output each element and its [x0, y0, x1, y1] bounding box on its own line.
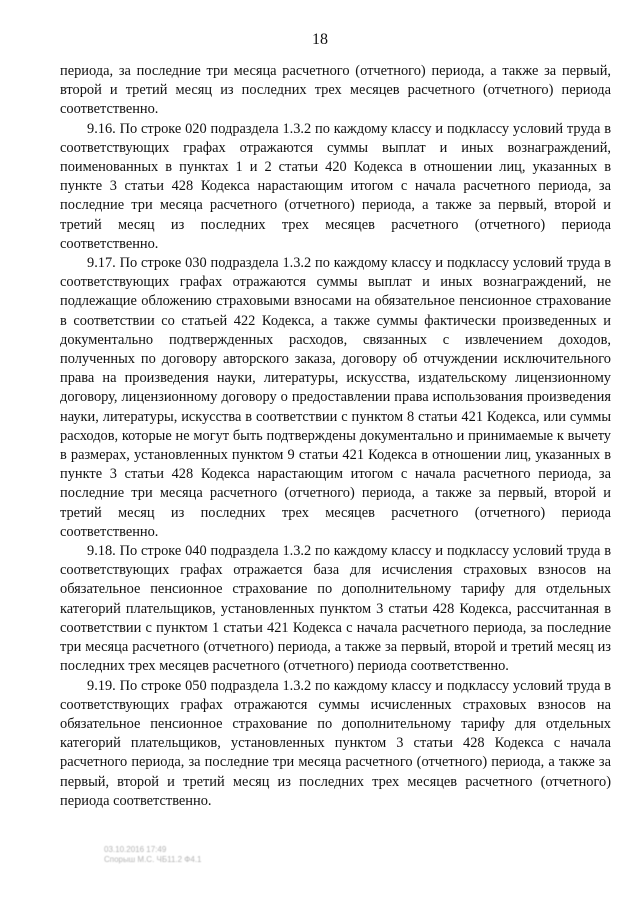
page-number: 18 [312, 31, 328, 48]
document-body [60, 62, 611, 811]
stamp-line-date: 03.10.2016 17:49 [104, 845, 167, 854]
paragraph-9-17: 9.17. По строке 030 подраздела 1.3.2 по каждому классу и подклассу условий труда в соответствующих графах отражаются суммы выплат и иных вознаграждений, не подлежащие обложению страховыми взносами на обязательное пенсионное страхование в соответствии со статьей 422 Кодекса, а также суммы фактически произведенных и документально подтвержденных расходов, связанных с извлечением доходов, полученных по договору авторского заказа, договору об отчуждении исключительного права на произведения науки, литературы, искусства, издательскому лицензионному договору, лицензионному договору о предоставлении права использования произведения науки, литературы, искусства в соответствии с пунктом 8 статьи 421 Кодекса, или суммы расходов, которые не могут быть подтверждены документально и принимаемые к вычету в размерах, установленных пунктом 9 статьи 421 Кодекса в отношении лиц, указанных в пункте 3 статьи 428 Кодекса нарастающим итогом с начала расчетного периода, за последние три месяца расчетного (отчетного) периода, а также за первый, второй и третий месяц из последних трех месяцев расчетного (отчетного) периода соответственно. [60, 255, 611, 540]
paragraph-continuation: периода, за последние три месяца расчетного (отчетного) периода, а также за первый, второй и третий месяц из последних трех месяцев расчетного (отчетного) периода соответственно. [60, 63, 611, 118]
paragraph-9-16: 9.16. По строке 020 подраздела 1.3.2 по каждому классу и подклассу условий труда в соответствующих графах отражаются суммы выплат и иных вознаграждений, поименованных в пунктах 1 и 2 статьи 420 Кодекса в отношении лиц, указанных в пункте 3 статьи 428 Кодекса нарастающим итогом с начала расчетного периода, за последние три месяца расчетного (отчетного) периода, а также за первый, второй и третий месяц из последних трех месяцев расчетного (отчетного) периода соответственно. [60, 120, 611, 252]
registration-stamp [104, 845, 202, 865]
stamp-line-author: Спорыш М.С. ЧБ11.2 Ф4.1 [104, 855, 202, 864]
paragraph-9-19: 9.19. По строке 050 подраздела 1.3.2 по каждому классу и подклассу условий труда в соответствующих графах отражаются суммы исчисленных страховых взносов на обязательное пенсионное страхование по дополнительному тарифу для отдельных категорий плательщиков, установленных пунктом 3 статьи 428 Кодекса с начала расчетного периода, за последние три месяца расчетного (отчетного) периода, а также за первый, второй и третий месяц из последних трех месяцев расчетного (отчетного) периода соответственно. [60, 677, 611, 809]
paragraph-9-18: 9.18. По строке 040 подраздела 1.3.2 по каждому классу и подклассу условий труда в соответствующих графах отражается база для исчисления страховых взносов на обязательное пенсионное страхование по дополнительному тарифу для отдельных категорий плательщиков, установленных пунктом 3 статьи 428 Кодекса, рассчитанная в соответствии с пунктом 1 статьи 421 Кодекса с начала расчетного периода, за последние три месяца расчетного (отчетного) периода, а также за первый, второй и третий месяц из последних трех месяцев расчетного (отчетного) периода соответственно. [60, 543, 611, 675]
